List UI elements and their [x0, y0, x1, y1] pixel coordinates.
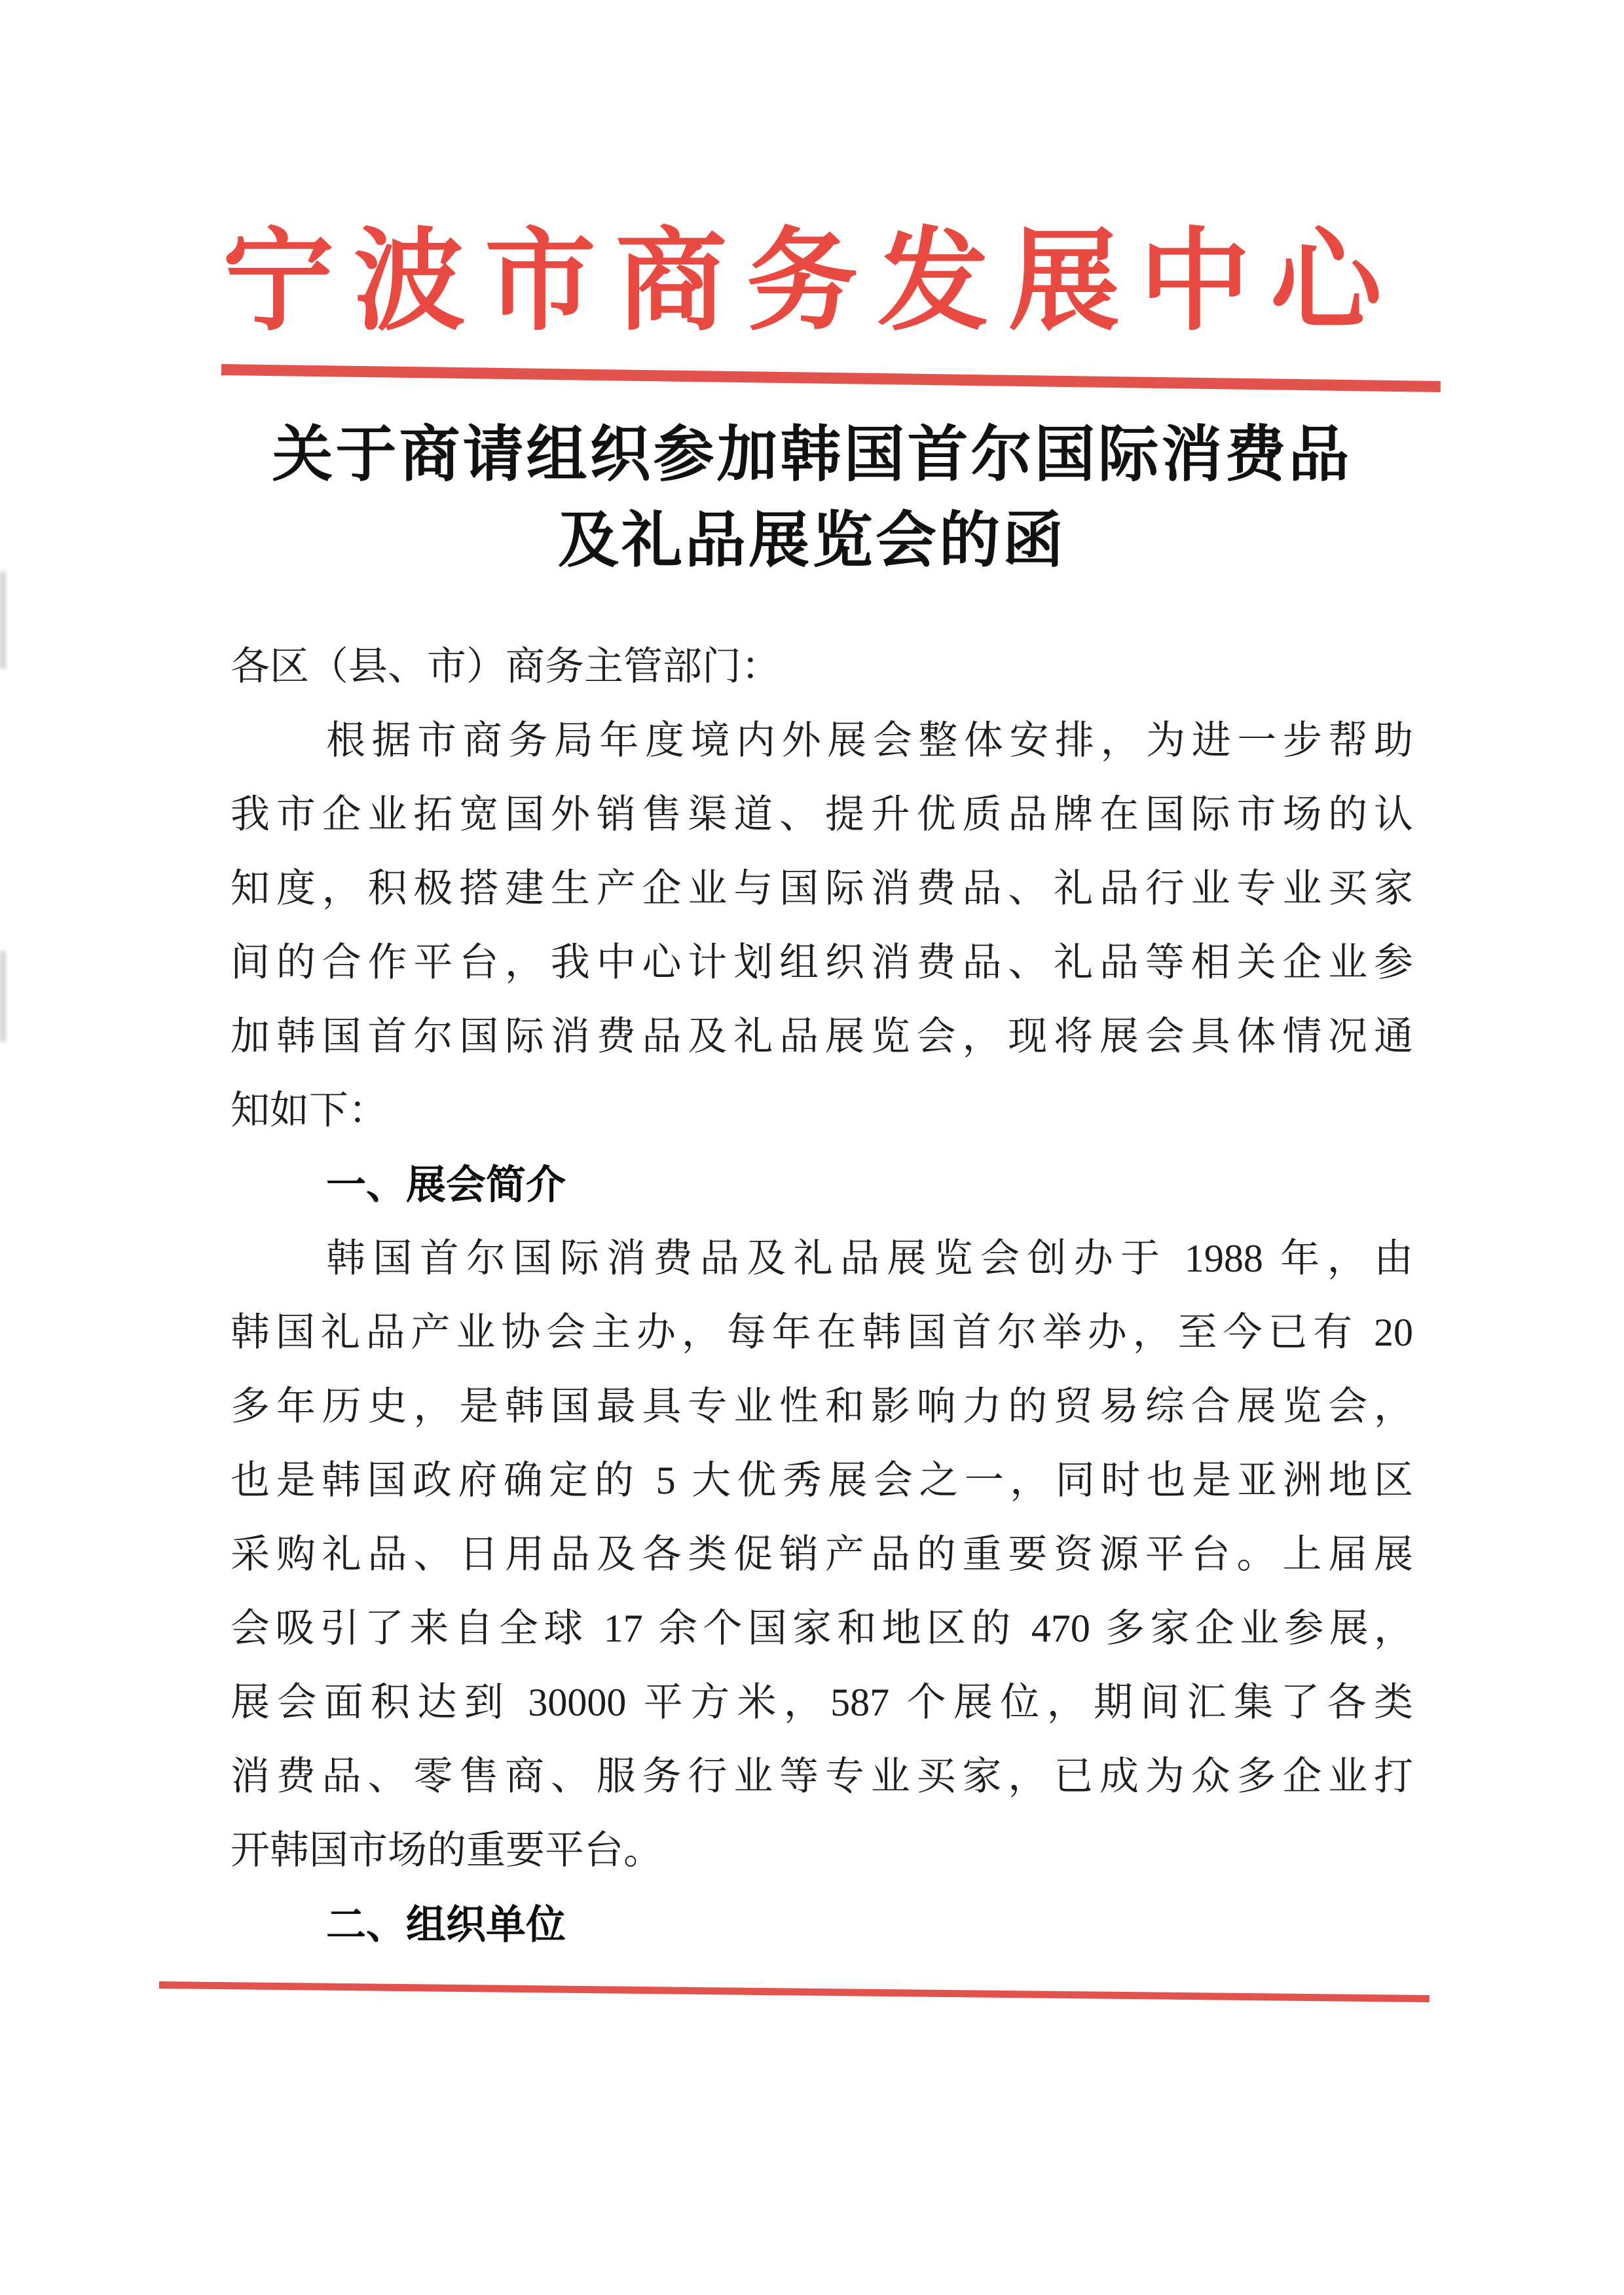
letterhead-divider-line — [221, 364, 1441, 392]
scan-artifact — [0, 951, 6, 1042]
document-title-line1: 关于商请组织参加韩国首尔国际消费品 — [272, 422, 1352, 489]
paragraph2-line: 也是韩国政府确定的 5 大优秀展会之一，同时也是亚洲地区 — [231, 1459, 1413, 1502]
paragraph2-line: 开韩国市场的重要平台。 — [231, 1829, 663, 1872]
section-heading-exhibition-intro: 一、展会简介 — [326, 1162, 566, 1207]
letter-body — [231, 630, 1413, 1962]
document-title-line2: 及礼品展览会的函 — [558, 507, 1066, 575]
paragraph2-line: 多年历史，是韩国最具专业性和影响力的贸易综合展览会， — [231, 1385, 1413, 1428]
paragraph2-line: 韩国首尔国际消费品及礼品展览会创办于 1988 年，由 — [326, 1237, 1413, 1280]
scan-artifact — [0, 571, 6, 669]
document-title — [0, 413, 1624, 584]
paragraph1-line: 加韩国首尔国际消费品及礼品展览会，现将展会具体情况通 — [231, 1015, 1413, 1058]
paragraph1-line: 间的合作平台，我中心计划组织消费品、礼品等相关企业参 — [231, 941, 1413, 984]
salutation: 各区（县、市）商务主管部门： — [231, 645, 781, 688]
paragraph1-line: 知如下： — [231, 1089, 388, 1132]
section-heading-organizers: 二、组织单位 — [326, 1902, 566, 1947]
paragraph2-line: 消费品、零售商、服务行业等专业买家，已成为众多企业打 — [231, 1755, 1413, 1798]
paragraph1-line: 根据市商务局年度境内外展会整体安排，为进一步帮助 — [326, 719, 1413, 762]
paragraph1-line: 知度，积极搭建生产企业与国际消费品、礼品行业专业买家 — [231, 867, 1413, 910]
footer-divider-line — [159, 1981, 1430, 2002]
paragraph2-line: 韩国礼品产业协会主办，每年在韩国首尔举办，至今已有 20 — [231, 1311, 1413, 1354]
paragraph1-line: 我市企业拓宽国外销售渠道、提升优质品牌在国际市场的认 — [231, 793, 1413, 836]
paragraph2-line: 展会面积达到 30000 平方米，587 个展位，期间汇集了各类 — [231, 1681, 1413, 1724]
paragraph2-line: 会吸引了来自全球 17 余个国家和地区的 470 多家企业参展， — [231, 1607, 1413, 1650]
letterhead-org-name: 宁波市商务发展中心 — [222, 221, 1401, 344]
paragraph2-line: 采购礼品、日用品及各类促销产品的重要资源平台。上届展 — [231, 1533, 1413, 1576]
